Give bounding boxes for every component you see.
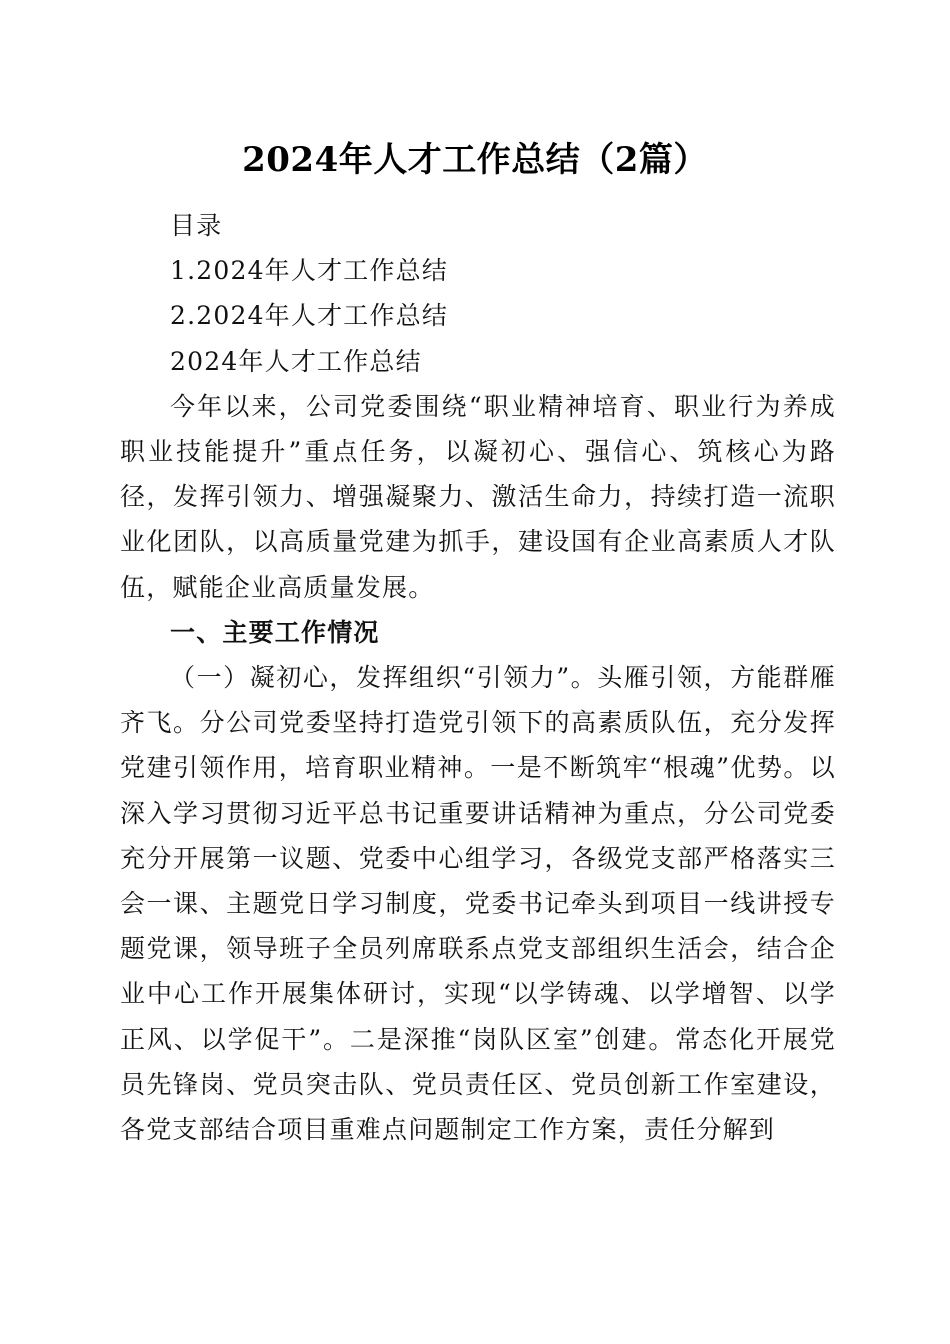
body-paragraph: （一）凝初心，发挥组织“引领力”。头雁引领，方能群雁齐飞。分公司党委坚持打造党引领下的高素质队伍，充分发挥党建引领作用，培育职业精神。一是不断筑牢“根魂”优势。以深入学习贯彻习近平总书记重要讲话精神为重点，分公司党委充分开展第一议题、党委中心组学习，各级党支部严格落实三会一课、主题党日学习制度，党委书记牵头到项目一线讲授专题党课，领导班子全员列席联系点党支部组织生活会，结合企业中心工作开展集体研讨，实现“以学铸魂、以学增智、以学正风、以学促干”。二是深推“岗队区室”创建。常态化开展党员先锋岗、党员突击队、党员责任区、党员创新工作室建设，各党支部结合项目重难点问题制定工作方案，责任分解到 [120,663,836,1145]
toc-heading: 目录 [170,211,223,240]
heading-main-work: 一、主要工作情况 [170,617,380,647]
toc-item: 1.2024年人才工作总结 [170,256,449,286]
section-title: 2024年人才工作总结 [170,346,422,376]
document-body [120,203,836,1152]
toc-item: 2.2024年人才工作总结 [170,301,449,331]
intro-paragraph: 今年以来，公司党委围绕“职业精神培育、职业行为养成职业技能提升”重点任务，以凝初心、强信心、筑核心为路径，发挥引领力、增强凝聚力、激活生命力，持续打造一流职业化团队，以高质量党建为抓手，建设国有企业高素质人才队伍，赋能企业高质量发展。 [120,391,836,602]
document-title: 2024年人才工作总结（2篇） [242,140,708,180]
